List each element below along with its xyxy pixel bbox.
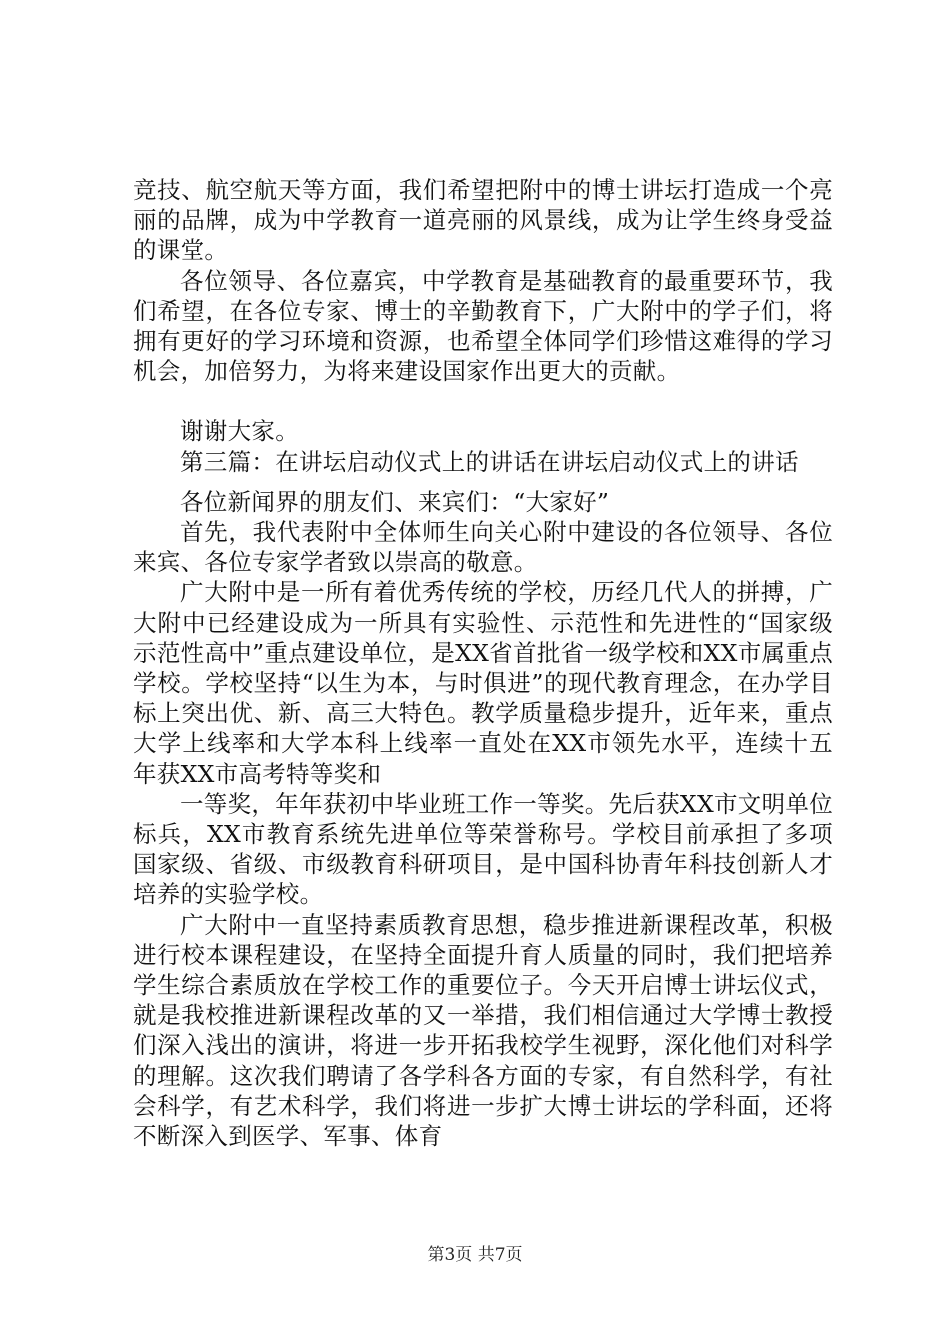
document-body <box>133 175 833 1151</box>
paragraph-quality-education: 广大附中一直坚持素质教育思想，稳步推进新课程改革，积极进行校本课程建设，在坚持全面提升育人质量的同时，我们把培养学生综合素质放在学校工作的重要位子。今天开启博士讲坛仪式，就是我校推进新课程改革的又一举措，我们相信通过大学博士教授们深入浅出的演讲，将进一步开拓我校学生视野，深化他们对科学的理解。这次我们聘请了各学科各方面的专家，有自然科学，有社会科学，有艺术科学，我们将进一步扩大博士讲坛的学科面，还将不断深入到医学、军事、体育 <box>133 910 833 1151</box>
paragraph-spacer <box>133 477 833 487</box>
paragraph-thanks: 谢谢大家。 <box>180 417 299 446</box>
paragraph-respect: 首先，我代表附中全体师生向关心附中建设的各位领导、各位来宾、各位专家学者致以崇高的敬意。 <box>133 518 833 577</box>
paragraph-school-intro: 广大附中是一所有着优秀传统的学校，历经几代人的拼搏，广大附中已经建设成为一所具有实验性、示范性和先进性的“国家级示范性高中”重点建设单位，是XX省首批省一级学校和XX市属重点学校。学校坚持“以生为本，与时俱进”的现代教育理念，在办学目标上突出优、新、高三大特色。教学质量稳步提升，近年来，重点大学上线率和大学本科上线率一直处在XX市领先水平，连续十五年获XX市高考特等奖和 <box>133 578 833 788</box>
paragraph-spacer <box>133 386 833 416</box>
section-heading: 第三篇：在讲坛启动仪式上的讲话在讲坛启动仪式上的讲话 <box>180 447 799 476</box>
paragraph-greeting: 各位新闻界的朋友们、来宾们：“大家好” <box>180 487 610 516</box>
paragraph-awards: 一等奖，年年获初中毕业班工作一等奖。先后获XX市文明单位标兵，XX市教育系统先进单位等荣誉称号。学校目前承担了多项国家级、省级、市级教育科研项目，是中国科协青年科技创新人才培养的实验学校。 <box>133 789 833 909</box>
paragraph-closing-wish: 各位领导、各位嘉宾，中学教育是基础教育的最重要环节，我们希望，在各位专家、博士的辛勤教育下，广大附中的学子们，将拥有更好的学习环境和资源，也希望全体同学们珍惜这难得的学习机会，加倍努力，为将来建设国家作出更大的贡献。 <box>133 266 833 386</box>
paragraph-continuation: 竞技、航空航天等方面，我们希望把附中的博士讲坛打造成一个亮丽的品牌，成为中学教育一道亮丽的风景线，成为让学生终身受益的课堂。 <box>133 176 833 265</box>
page-number-footer: 第3页 共7页 <box>427 1245 523 1265</box>
